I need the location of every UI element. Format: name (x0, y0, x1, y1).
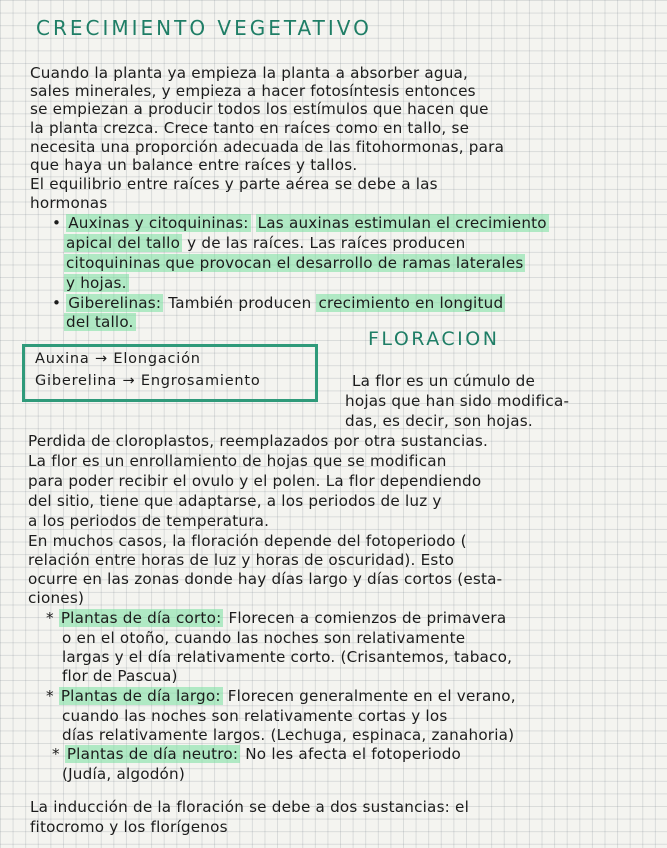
text-line: flor de Pascua) (62, 667, 178, 685)
text-line: * Plantas de día largo: Florecen generalmente en el verano, (46, 687, 516, 705)
text-line: • Giberelinas: También producen crecimiento en longitud (52, 294, 504, 312)
section-title-floracion: FLORACION (368, 328, 500, 350)
text-line: La inducción de la floración se debe a dos sustancias: el (30, 798, 469, 816)
text-line: se empiezan a producir todos los estímulos que hacen que (30, 100, 489, 118)
highlight: citoquininas que provocan el desarrollo de ramas laterales (66, 254, 524, 272)
text-line: La flor es un cúmulo de (352, 372, 536, 390)
box-line: Giberelina → Engrosamiento (35, 373, 261, 389)
text-line: días relativamente largos. (Lechuga, espinaca, zanahoria) (62, 726, 515, 744)
text-span: Florecen a comienzos de primavera (228, 609, 507, 627)
text-span: No les afecta el fotoperiodo (245, 745, 462, 763)
text-line: * Plantas de día corto: Florecen a comienzos de primavera (46, 609, 507, 627)
highlight: del tallo. (66, 313, 134, 331)
text-line: sales minerales, y empieza a hacer fotosíntesis entonces (30, 82, 476, 100)
text-line (64, 313, 136, 331)
text-line: hojas que han sido modifica- (345, 392, 570, 410)
highlight: Las auxinas estimulan el crecimiento (257, 214, 547, 232)
highlight: Auxinas y citoquininas: (68, 214, 249, 232)
text-line: la planta crezca. Crece tanto en raíces como en tallo, se (30, 119, 470, 137)
text-line: o en el otoño, cuando las noches son relativamente (62, 629, 466, 647)
text-span: También producen (168, 294, 312, 312)
text-line: necesita una proporción adecuada de las fitohormonas, para (30, 138, 505, 156)
text-line: para poder recibir el ovulo y el polen. La flor dependiendo (28, 472, 482, 490)
highlight: apical del tallo (66, 234, 181, 252)
text-span: Florecen generalmente en el verano, (227, 687, 516, 705)
highlight: Giberelinas: (68, 294, 162, 312)
text-line: cuando las noches son relativamente cortas y los (62, 707, 448, 725)
highlight: Plantas de día neutro: (66, 745, 239, 763)
text-line: * Plantas de día neutro: No les afecta el fotoperiodo (52, 745, 462, 763)
highlight: Plantas de día corto: (60, 609, 222, 627)
box-line: Auxina → Elongación (35, 351, 201, 367)
text-line: El equilibrio entre raíces y parte aérea se debe a las (30, 175, 438, 193)
text-line: relación entre horas de luz y horas de oscuridad). Esto (28, 551, 455, 569)
text-line: ocurre en las zonas donde hay días largo y días cortos (esta- (28, 570, 503, 588)
text-line: En muchos casos, la floración depende del fotoperiodo ( (28, 532, 467, 550)
text-line: hormonas (30, 194, 108, 212)
text-line (64, 234, 465, 252)
text-line: largas y el día relativamente corto. (Crisantemos, tabaco, (62, 648, 513, 666)
text-line: del sitio, tiene que adaptarse, a los periodos de luz y (28, 492, 442, 510)
highlight: Plantas de día largo: (60, 687, 221, 705)
text-line: ciones) (28, 589, 85, 607)
text-line: (Judía, algodón) (62, 765, 185, 783)
text-span: y de las raíces. Las raíces producen (187, 234, 466, 252)
text-line: • Auxinas y citoquininas: Las auxinas estimulan el crecimiento (52, 214, 547, 232)
text-line (64, 254, 525, 272)
summary-box (22, 344, 318, 402)
highlight: crecimiento en longitud (318, 294, 504, 312)
text-line: Cuando la planta ya empieza la planta a absorber agua, (30, 64, 469, 82)
page-title: CRECIMIENTO VEGETATIVO (36, 16, 372, 40)
text-line: La flor es un enrollamiento de hojas que se modifican (28, 452, 447, 470)
text-line: Perdida de cloroplastos, reemplazados por otra sustancias. (28, 432, 489, 450)
text-line: fitocromo y los florígenos (30, 818, 228, 836)
text-line: das, es decir, son hojas. (345, 412, 533, 430)
highlight: y hojas. (66, 274, 127, 292)
text-line: que haya un balance entre raíces y tallos. (30, 156, 358, 174)
text-line: a los periodos de temperatura. (28, 512, 270, 530)
text-line (64, 274, 129, 292)
